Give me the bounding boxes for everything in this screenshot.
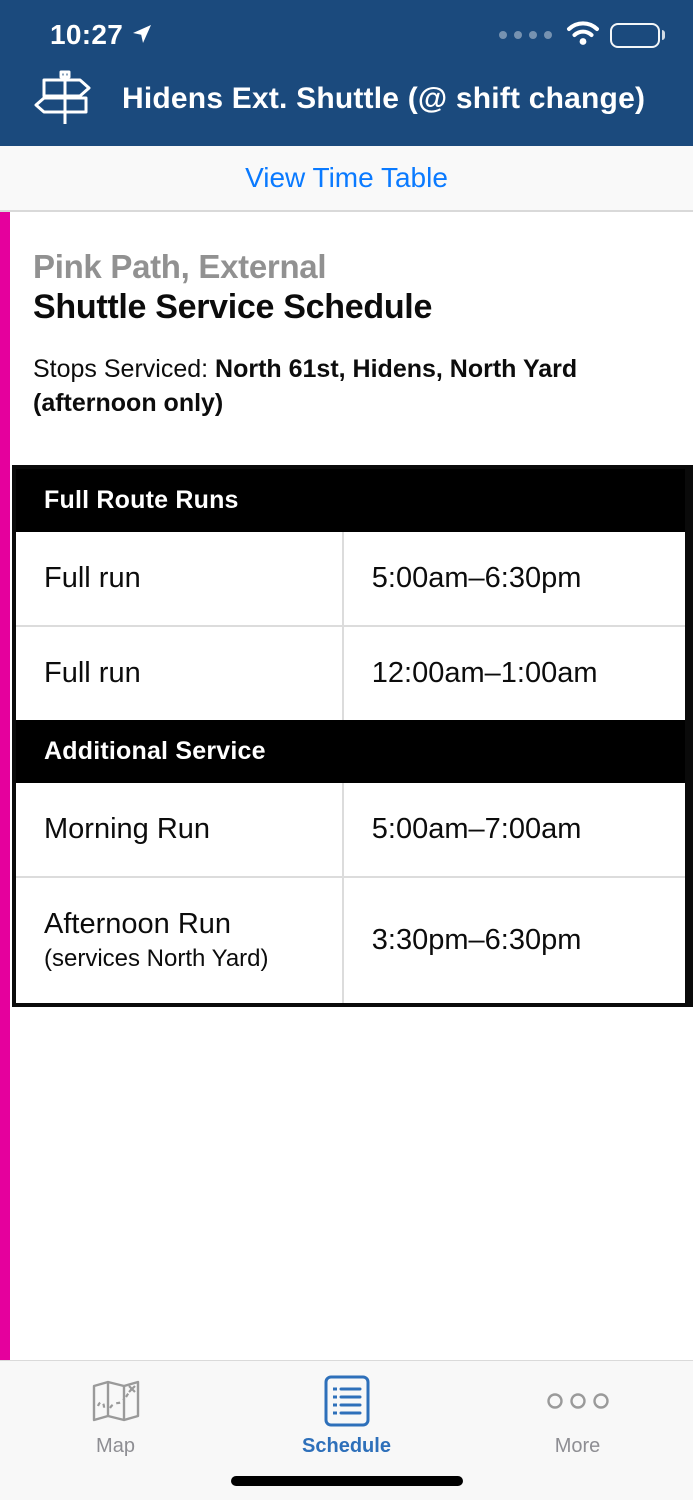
tab-schedule[interactable] xyxy=(267,1375,427,1458)
top-bar xyxy=(0,0,693,146)
run-time-cell: 12:00am–1:00am xyxy=(371,656,598,689)
run-name-cell xyxy=(16,627,344,720)
run-name: Full run xyxy=(44,656,141,689)
table-row xyxy=(16,783,685,876)
tab-map-label: Map xyxy=(96,1435,135,1457)
tab-more[interactable] xyxy=(498,1375,658,1458)
schedule-title: Shuttle Service Schedule xyxy=(33,288,433,326)
tab-bar xyxy=(0,1360,693,1500)
stops-serviced-line xyxy=(33,353,593,421)
map-icon xyxy=(90,1375,142,1427)
schedule-list-icon xyxy=(324,1375,370,1427)
run-name-cell xyxy=(16,878,344,1003)
run-name: Morning Run xyxy=(44,812,211,845)
signpost-icon xyxy=(34,68,96,131)
view-time-table-link[interactable]: View Time Table xyxy=(245,162,448,193)
table-row xyxy=(16,532,685,625)
run-time-cell: 5:00am–6:30pm xyxy=(371,561,582,594)
route-name: Pink Path, External xyxy=(33,248,327,285)
run-name: Afternoon Run xyxy=(44,907,232,940)
stops-value: North 61st, Hidens, North Yard (afternoon only) xyxy=(33,355,578,417)
run-note: (services North Yard) xyxy=(44,944,269,972)
stops-label: Stops Serviced: xyxy=(33,355,216,383)
signal-dots-icon xyxy=(499,31,552,39)
subheader xyxy=(0,146,693,212)
tab-schedule-label: Schedule xyxy=(302,1435,391,1457)
run-time-cell: 3:30pm–6:30pm xyxy=(371,923,582,956)
nav-bar xyxy=(0,62,693,146)
tab-map[interactable] xyxy=(36,1375,196,1458)
clock-time: 10:27 xyxy=(50,19,124,50)
battery-icon xyxy=(610,23,665,48)
table-row xyxy=(16,625,685,720)
schedule-content xyxy=(0,212,693,1360)
status-bar xyxy=(0,0,693,62)
location-arrow-icon xyxy=(130,22,154,51)
table-row xyxy=(16,876,685,1003)
run-time-cell: 5:00am–7:00am xyxy=(371,812,582,845)
run-name: Full run xyxy=(44,561,141,594)
schedule-table xyxy=(12,465,693,1007)
run-name-cell xyxy=(16,532,344,625)
page-header-title: Hidens Ext. Shuttle (@ shift change) xyxy=(122,82,646,115)
route-color-stripe xyxy=(0,212,10,1360)
run-name-cell xyxy=(16,783,344,876)
wifi-icon xyxy=(566,20,600,51)
table-section-header: Full Route Runs xyxy=(16,469,685,532)
tab-more-label: More xyxy=(554,1435,601,1457)
table-section-header: Additional Service xyxy=(16,720,685,783)
home-indicator[interactable] xyxy=(231,1476,463,1486)
more-dots-icon xyxy=(545,1375,611,1427)
